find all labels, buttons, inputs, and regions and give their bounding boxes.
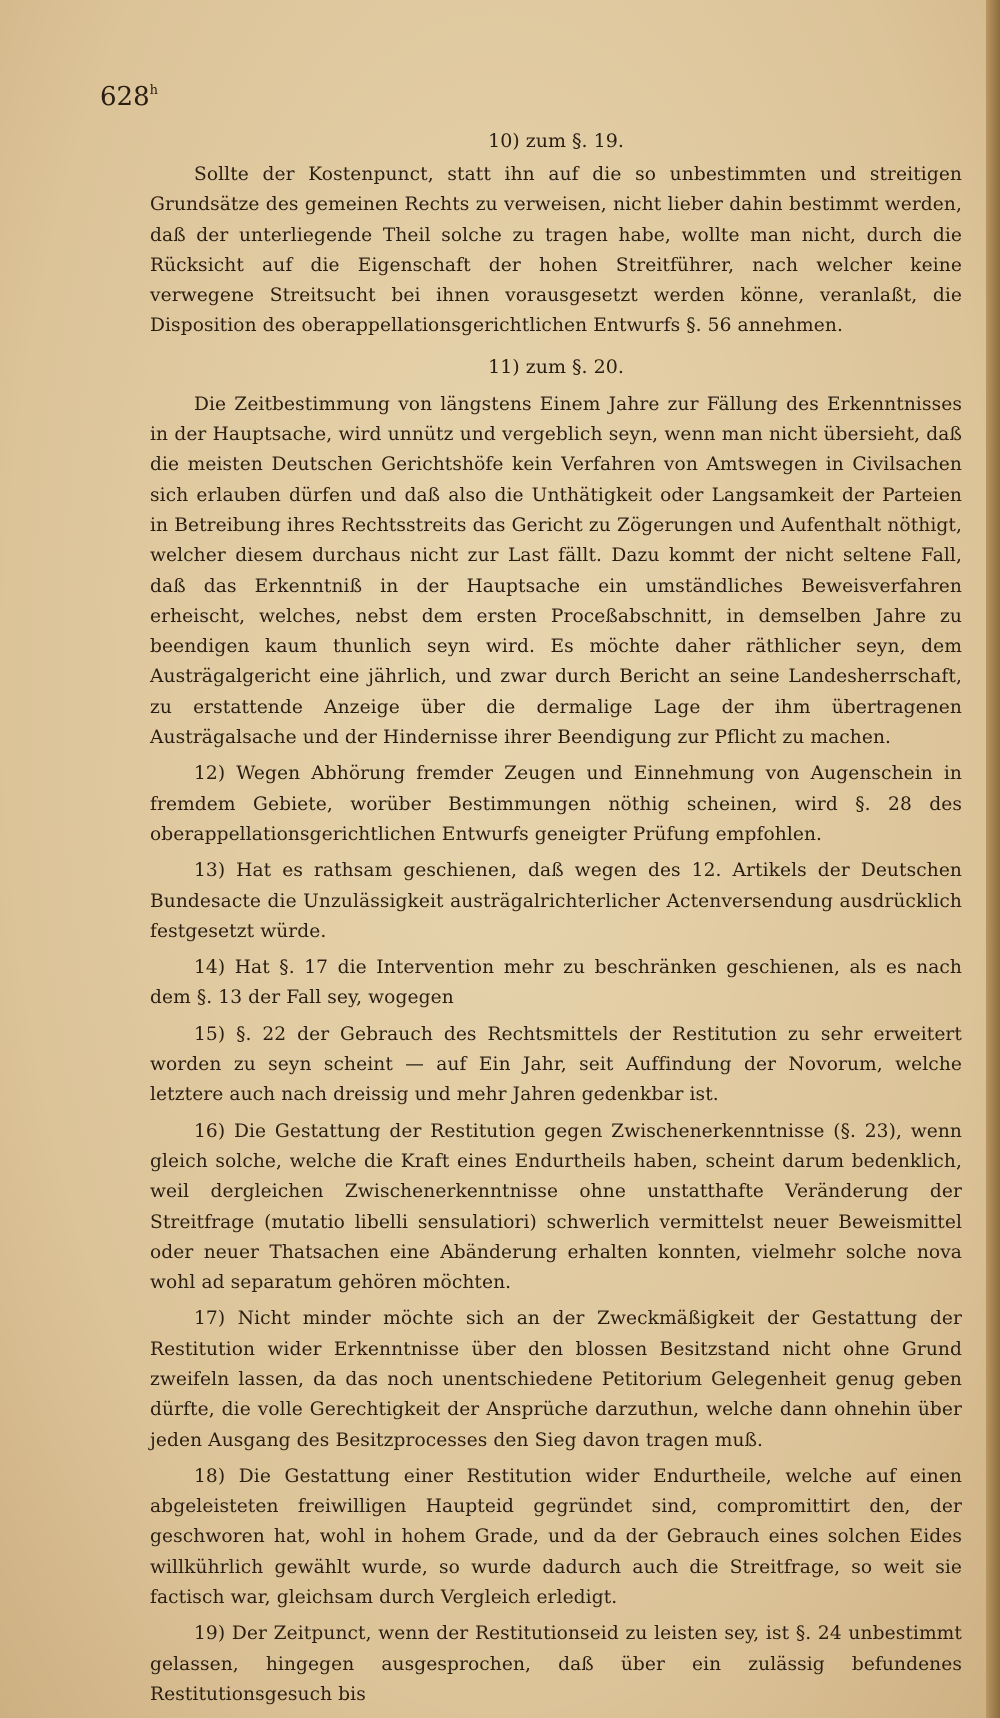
section-heading-11: 11) zum §. 20. xyxy=(488,355,624,378)
page-edge xyxy=(986,0,1000,1718)
paragraph-11: Die Zeitbestimmung von längstens Einem Jahre zur Fällung des Erkenntnisses in der Hauptsache, wird unnütz und vergeblich seyn, wenn man nicht übersieht, daß die meisten Deutschen Gerichtshöfe kein Verfahren von Amtswegen in Civilsachen sich erlauben dürfen und daß also die Unthätigkeit oder Langsamkeit der Parteien in Betreibung ihres Rechtsstreits das Gericht zu Zögerungen und Aufenthalt nöthigt, welcher diesem durchaus nicht zur Last fällt. Dazu kommt der nicht seltene Fall, daß das Erkenntniß in der Hauptsache ein umständliches Beweisverfahren erheischt, welches, nebst dem ersten Proceßabschnitt, in demselben Jahre zu beendigen kaum thunlich seyn wird. Es möchte daher räthlicher seyn, dem Austrägalgericht eine jährlich, und zwar durch Bericht an seine Landesherrschaft, zu erstattende Anzeige über die dermalige Lage der ihm übertragenen Austrägalsache und der Hindernisse ihrer Beendigung zur Pflicht zu machen. xyxy=(150,393,962,749)
paragraph-14: 14) Hat §. 17 die Intervention mehr zu beschränken geschienen, als es nach dem §. 13 der Fall sey, wogegen xyxy=(150,957,962,1009)
paragraph-17: 17) Nicht minder möchte sich an der Zweckmäßigkeit der Gestattung der Restitution wider Erkenntnisse über den blossen Besitzstand nicht ohne Grund zweifeln lassen, da das noch unentschiedene Petitorium Gelegenheit genug geben dürfte, die volle Gerechtigkeit der Ansprüche darzuthun, welche dann ohnehin über jeden Ausgang des Besitzprocesses den Sieg davon tragen muß. xyxy=(150,1308,962,1451)
paragraph-16: 16) Die Gestattung der Restitution gegen Zwischenerkenntnisse (§. 23), wenn gleich solche, welche die Kraft eines Endurtheils haben, scheint darum bedenklich, weil dergleichen Zwischenerkenntnisse ohne unstatthafte Veränderung der Streitfrage (mutatio libelli sensulatiori) schwerlich vermittelst neuer Beweismittel oder neuer Thatsachen eine Abänderung erhalten konnten, vielmehr solche nova wohl ad separatum gehören möchten. xyxy=(150,1120,962,1294)
page-number-value: 628 xyxy=(100,82,150,112)
paragraph-13: 13) Hat es rathsam geschienen, daß wegen des 12. Artikels der Deutschen Bundesacte die Unzulässigkeit austrägalrichterlicher Actenversendung ausdrücklich festgesetzt würde. xyxy=(150,860,962,942)
section-heading-10: 10) zum §. 19. xyxy=(488,130,624,152)
page-number xyxy=(100,84,158,110)
page-body xyxy=(150,128,962,1710)
paragraph-19: 19) Der Zeitpunct, wenn der Restitutionseid zu leisten sey, ist §. 24 unbestimmt gelassen, hingegen ausgesprochen, daß über ein zulässig befundenes Restitutionsgesuch bis xyxy=(150,1623,962,1705)
paragraph-15: 15) §. 22 der Gebrauch des Rechtsmittels der Restitution zu sehr erweitert worden zu seyn scheint — auf Ein Jahr, seit Auffindung der Novorum, welche letztere auch nach dreissig und mehr Jahren gedenkbar ist. xyxy=(150,1023,962,1106)
page-number-suffix: h xyxy=(149,83,159,98)
paragraph-12: 12) Wegen Abhörung fremder Zeugen und Einnehmung von Augenschein in fremdem Gebiete, worüber Bestimmungen nöthig scheinen, wird §. 28 des oberappellationsgerichtlichen Entwurfs geneigter Prüfung empfohlen. xyxy=(150,763,962,845)
paragraph-18: 18) Die Gestattung einer Restitution wider Endurtheile, welche auf einen abgeleisteten freiwilligen Haupteid gegründet sind, compromittirt den, der geschworen hat, wohl in hohem Grade, und da der Gebrauch eines solchen Eides willkührlich gewählt wurde, so wurde dadurch auch die Streitfrage, so weit sie factisch war, gleichsam durch Vergleich erledigt. xyxy=(150,1465,962,1609)
paragraph-10: Sollte der Kostenpunct, statt ihn auf die so unbestimmten und streitigen Grundsätze des gemeinen Rechts zu verweisen, nicht lieber dahin bestimmt werden, daß der unterliegende Theil solche zu tragen habe, wollte man nicht, durch die Rücksicht auf die Eigenschaft der hohen Streitführer, nach welcher keine verwegene Streitsucht bei ihnen vorausgesetzt werden könne, veranlaßt, die Disposition des oberappellationsgerichtlichen Entwurfs §. 56 annehmen. xyxy=(150,164,962,337)
